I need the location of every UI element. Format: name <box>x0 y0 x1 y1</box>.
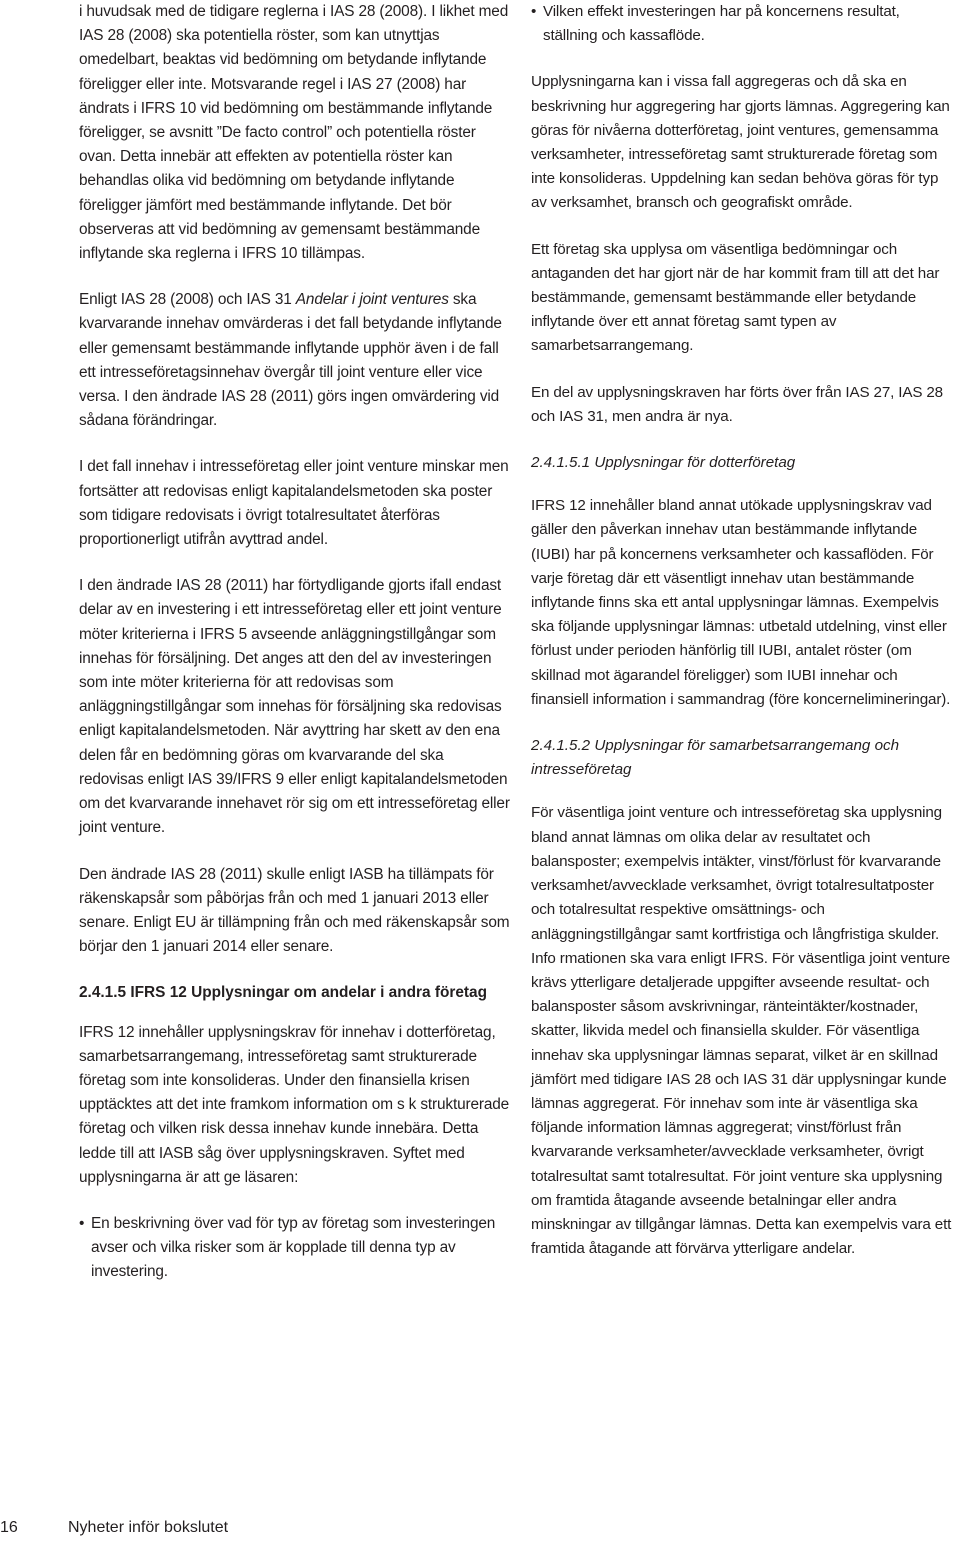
paragraph: Ett företag ska upplysa om väsentliga bedömningar och antaganden det har gjort när de har kommit fram till att det har bestämmande, gemensamt bestämmande eller betydande inflytande över ett annat företag samt typen av samarbetsarrangemang. <box>531 240 940 355</box>
bullet-icon: • <box>79 1214 85 1232</box>
paragraph: IFRS 12 innehåller bland annat utökade upplysningskrav vad gäller den påverkan innehav utan bestämmande inflytande (IUBI) har på koncernens verksamheter och kassaflöden. För varje företag där ett väsentligt innehav utan bestämmande inflytande finns ska ett antal upplysningar lämnas. Exempelvis ska följande upplysningar lämnas: utbetald utdelning, vinst eller förlust under perioden hänförlig till IUBI, antalet röster (om skillnad mot ägarandel föreligger) som IUBI innehar och finansiell information i sammandrag (före koncernelimineringar). <box>531 497 951 708</box>
paragraph-text: ska kvarvarande innehav omvärderas i det fall betydande inflytande eller gemensamt bestämmande inflytande upphör även i de fall ett intresseföretagsinnehav övergår till joint venture eller vice versa. I den ändrade IAS 28 (2011) görs ingen omvärdering vid sådana förändringar. <box>79 291 502 430</box>
left-column <box>79 0 511 1307</box>
right-column <box>531 0 956 1283</box>
page-number: 16 <box>0 1519 18 1536</box>
bullet-item <box>531 0 956 48</box>
paragraph: I den ändrade IAS 28 (2011) har förtydligande gjorts ifall endast delar av en investering i ett intresseföretag eller ett joint venture möter kriterierna i IFRS 5 avseende anläggningstillgångar som innehas för försäljning. Det anges att den del av investeringen som inte möter kriterierna för att redovisas som anläggningstillgångar som innehas för försäljning ska redovisas enligt kapitalandelsmetoden. När avyttring har skett av den ena delen får en bedömning göras om kvarvarande del ska redovisas enligt IAS 39/IFRS 9 eller enligt kapitalandelsmetoden om det kvarvarande innehavet rör sig om ett intresseföretag eller joint venture. <box>79 577 510 837</box>
paragraph: i huvudsak med de tidigare reglerna i IAS 28 (2008). I likhet med IAS 28 (2008) ska potentiella röster, som kan utnyttjas omedelbart, beaktas vid bedömning om betydande inflytande föreligger eller inte. Motsvarande regel i IAS 27 (2008) har ändrats i IFRS 10 vid bedömning om bestämmande inflytande föreligger, se avsnitt ”De facto control” och potentiella röster ovan. Detta innebär att effekten av potentiella röster kan behandlas olika vid bedömning om betydande inflytande föreligger jämfört med bestämmande inflytande. Det bör observeras att vid bedömning av gemensamt bestämmande inflytande ska reglerna i IFRS 10 tillämpas. <box>79 3 509 263</box>
paragraph-text: Enligt IAS 28 (2008) och IAS 31 <box>79 291 296 309</box>
section-number: 2.4.1.5 <box>79 984 127 1002</box>
publication-title: Nyheter inför bokslutet <box>68 1519 229 1536</box>
section-heading <box>79 981 511 1005</box>
bullet-text: Vilken effekt investeringen har på koncernens resultat, ställning och kassaflöde. <box>543 3 900 45</box>
italic-title: Andelar i joint ventures <box>295 291 449 309</box>
paragraph: I det fall innehav i intresseföretag eller joint venture minskar men fortsätter att redovisas enligt kapitalandelsmetoden ska poster som tidigare redovisats i övrigt totalresultatet återföras proportionerligt utifrån avyttrad andel. <box>79 458 509 549</box>
paragraph: För väsentliga joint venture och intresseföretag ska upplysning bland annat lämnas om olika delar av resultatet och balansposter; exempelvis intäkter, vinst/förlust för kvarvarande verksamhet/avvecklade verksamhet, övrigt totalresultatposter och totalresultat respektive omsättnings- och anläggningstillgångar samt kortfristiga och långfristiga skulder. Info rmationen ska vara enligt IFRS. För väsentliga joint venture krävs ytterligare detaljerade uppgifter avseende resultat- och balansposter såsom avskrivningar, ränteintäkter/kostnader, skatter, likvida medel och finansiella skulder. För väsentliga innehav ska upplysningar lämnas separat, vilket är en skillnad jämfört med tidigare IAS 28 och IAS 31 där upplysningar kunde lämnas aggregerat. För innehav som inte är väsentliga ska följande information lämnas aggregerat; vinst/förlust från kvarvarande verksamheter/avvecklade verksamheter, övrigt totalresultat samt totalresultat. För joint venture ska upplysning om framtida åtagande avseende betalningar eller andra minskningar av tillgångar lämnas. Detta kan exempelvis vara ett framtida åtagande att förvärva ytterligare andelar. <box>531 804 952 1258</box>
subsection-heading: 2.4.1.5.1 Upplysningar för dotterföretag <box>531 454 796 472</box>
paragraph: Den ändrade IAS 28 (2011) skulle enligt IASB ha tillämpats för räkenskapsår som påbörjas från och med 1 januari 2013 eller senare. Enligt EU är tillämpning från och med räkenskapsår som börjar den 1 januari 2014 eller senare. <box>79 865 510 956</box>
section-title: IFRS 12 Upplysningar om andelar i andra företag <box>130 984 487 1002</box>
bullet-icon: • <box>531 3 537 20</box>
paragraph: Upplysningarna kan i vissa fall aggregeras och då ska en beskrivning hur aggregering har gjorts lämnas. Aggregering kan göras för nivåerna dotterföretag, joint ventures, gemensamma verksamheter, intresseföretag samt strukturerade företag som inte konsolideras. Uppdelning kan sedan behöva göras för typ av verksamhet, bransch och geografiskt område. <box>531 73 950 212</box>
bullet-item <box>79 1212 511 1285</box>
paragraph <box>79 288 511 433</box>
bullet-text: En beskrivning över vad för typ av företag som investeringen avser och vilka risker som är kopplade till denna typ av investering. <box>91 1214 496 1281</box>
paragraph: En del av upplysningskraven har förts över från IAS 27, IAS 28 och IAS 31, men andra är nya. <box>531 383 943 425</box>
subsection-heading: 2.4.1.5.2 Upplysningar för samarbetsarrangemang och intresseföretag <box>531 737 900 779</box>
paragraph: IFRS 12 innehåller upplysningskrav för innehav i dotterföretag, samarbetsarrangemang, intresseföretag samt strukturerade företag som inte konsolideras. Under den finansiella krisen upptäcktes att det inte framkom information om s k strukturerade företag och vilken risk dessa innehav kunde innebära. Detta ledde till att IASB såg över upplysningskraven. Syftet med upplysningarna är att ge läsaren: <box>79 1023 510 1186</box>
